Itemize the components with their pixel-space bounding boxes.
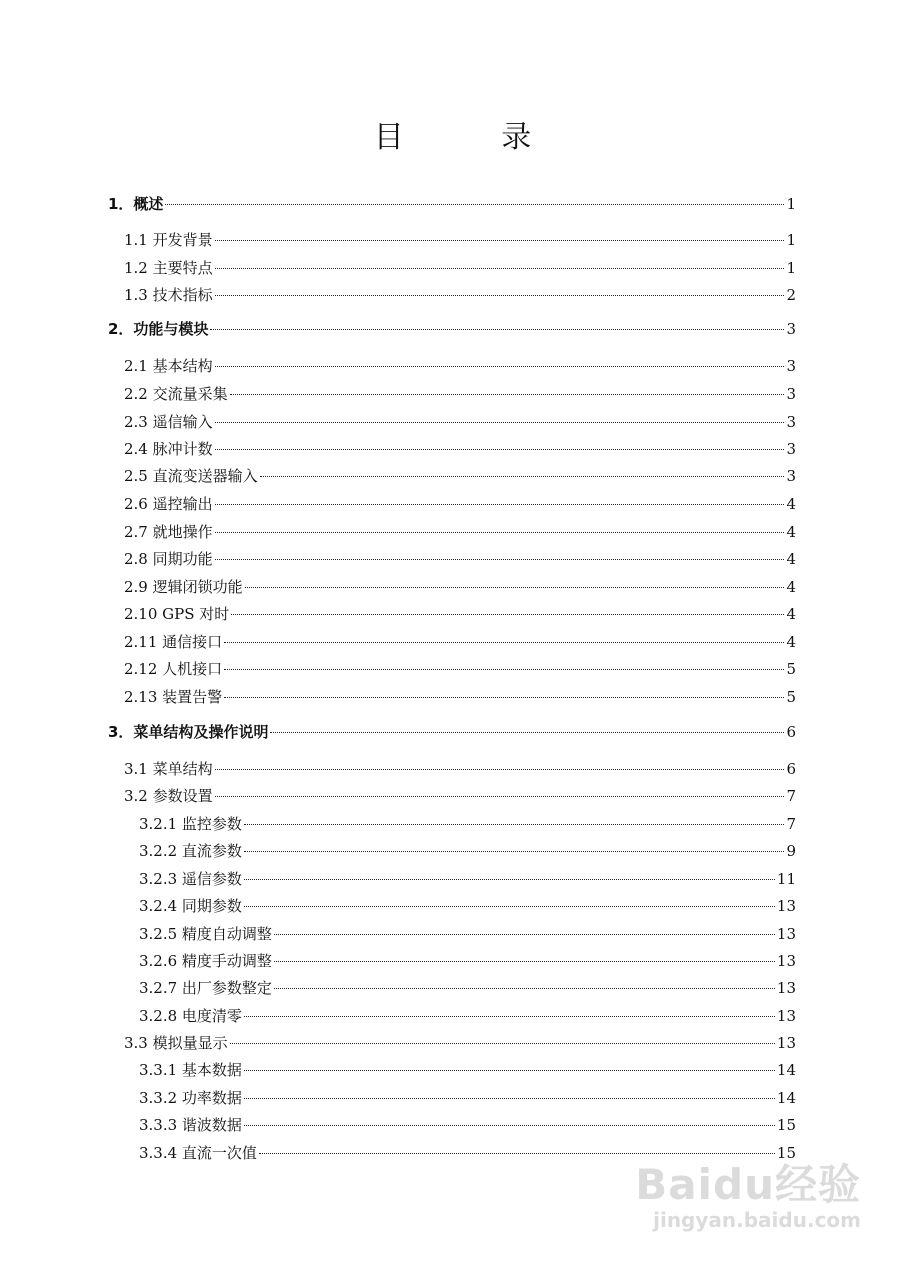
toc-entry-label: 3.2.8 电度清零	[139, 1007, 242, 1025]
toc-entry-level-2[interactable]	[124, 1032, 796, 1054]
toc-page-number: 14	[776, 1089, 796, 1107]
toc-entry-level-3[interactable]	[139, 813, 796, 835]
toc-leader-dots	[215, 769, 785, 770]
toc-page-number: 11	[776, 870, 796, 888]
toc-page-number: 9	[786, 842, 796, 860]
toc-page-number: 4	[786, 495, 796, 513]
toc-entry-level-2[interactable]	[124, 257, 796, 279]
toc-leader-dots	[244, 1070, 775, 1071]
toc-entry-level-3[interactable]	[139, 1114, 796, 1136]
toc-page-number: 4	[786, 605, 796, 623]
toc-leader-dots	[274, 961, 775, 962]
toc-entry-label: 2.10 GPS 对时	[124, 605, 230, 623]
toc-entry-level-3[interactable]	[139, 1087, 796, 1109]
toc-page-number: 3	[786, 320, 796, 338]
toc-leader-dots	[244, 1016, 775, 1017]
toc-entry-level-2[interactable]	[124, 284, 796, 306]
toc-entry-label: 3.2.5 精度自动调整	[139, 925, 272, 943]
toc-leader-dots	[215, 240, 785, 241]
toc-entry-label: 3.3.4 直流一次值	[139, 1144, 257, 1162]
toc-leader-dots	[165, 204, 784, 205]
toc-page-number: 6	[786, 723, 796, 741]
toc-entry-label: 3.3.1 基本数据	[139, 1061, 242, 1079]
toc-entry-label: 3.2 参数设置	[124, 787, 213, 805]
toc-entry-level-2[interactable]	[124, 686, 796, 708]
toc-page-number: 14	[776, 1061, 796, 1079]
toc-entry-level-2[interactable]	[124, 521, 796, 543]
toc-leader-dots	[274, 988, 775, 989]
toc-entry-level-2[interactable]	[124, 576, 796, 598]
toc-leader-dots	[224, 697, 784, 698]
toc-leader-dots	[244, 879, 775, 880]
toc-page-number: 4	[786, 523, 796, 541]
toc-leader-dots	[215, 295, 785, 296]
toc-leader-dots	[224, 669, 784, 670]
toc-page-number: 7	[786, 787, 796, 805]
toc-entry-label: 2.12 人机接口	[124, 660, 223, 678]
toc-leader-dots	[244, 1098, 775, 1099]
toc-entry-level-3[interactable]	[139, 895, 796, 917]
toc-entry-level-3[interactable]	[139, 840, 796, 862]
toc-leader-dots	[215, 268, 785, 269]
toc-entry-level-3[interactable]	[139, 1142, 796, 1164]
toc-entry-label: 1.2 主要特点	[124, 259, 213, 277]
toc-entry-label: 2.4 脉冲计数	[124, 440, 213, 458]
toc-leader-dots	[215, 366, 785, 367]
toc-entry-label: 3.3.3 谐波数据	[139, 1116, 242, 1134]
toc-leader-dots	[210, 329, 784, 330]
toc-entry-label: 2.11 通信接口	[124, 633, 223, 651]
toc-entry-level-2[interactable]	[124, 229, 796, 251]
toc-entry-label: 3.2.3 遥信参数	[139, 870, 242, 888]
toc-leader-dots	[215, 796, 785, 797]
toc-entry-level-2[interactable]	[124, 355, 796, 377]
toc-leader-dots	[270, 732, 784, 733]
toc-entry-level-3[interactable]	[139, 868, 796, 890]
toc-entry-level-2[interactable]	[124, 631, 796, 653]
toc-leader-dots	[244, 851, 785, 852]
toc-entry-label: 2.2 交流量采集	[124, 385, 228, 403]
toc-entry-label: 1.1 开发背景	[124, 231, 213, 249]
toc-page-number: 2	[786, 286, 796, 304]
toc-leader-dots	[215, 532, 785, 533]
toc-entry-level-2[interactable]	[124, 493, 796, 515]
toc-page-number: 6	[786, 760, 796, 778]
toc-entry-level-1[interactable]	[108, 318, 796, 340]
watermark-url: jingyan.baidu.com	[653, 1208, 861, 1232]
toc-page-number: 3	[786, 440, 796, 458]
toc-page-number: 1	[786, 195, 796, 213]
toc-entry-label: 1.3 技术指标	[124, 286, 213, 304]
toc-leader-dots	[274, 934, 775, 935]
toc-page-number: 4	[786, 550, 796, 568]
toc-entry-level-2[interactable]	[124, 758, 796, 780]
watermark-logo: Baidu经验	[635, 1160, 861, 1209]
toc-leader-dots	[230, 1043, 775, 1044]
toc-page-number: 3	[786, 357, 796, 375]
toc-entry-label: 3.3 模拟量显示	[124, 1034, 228, 1052]
toc-page-number: 3	[786, 467, 796, 485]
toc-page-number: 13	[776, 925, 796, 943]
toc-page-number: 13	[776, 1034, 796, 1052]
toc-entry-level-2[interactable]	[124, 411, 796, 433]
toc-entry-label: 3.1 菜单结构	[124, 760, 213, 778]
toc-entry-level-2[interactable]	[124, 383, 796, 405]
toc-leader-dots	[215, 504, 785, 505]
toc-entry-level-2[interactable]	[124, 465, 796, 487]
toc-entry-level-2[interactable]	[124, 603, 796, 625]
toc-leader-dots	[215, 449, 785, 450]
toc-entry-label: 3.3.2 功率数据	[139, 1089, 242, 1107]
toc-entry-level-3[interactable]	[139, 923, 796, 945]
toc-entry-label: 2.3 遥信输入	[124, 413, 213, 431]
toc-leader-dots	[231, 614, 784, 615]
toc-page-number: 3	[786, 413, 796, 431]
toc-entry-label: 2.9 逻辑闭锁功能	[124, 578, 243, 596]
toc-page-number: 7	[786, 815, 796, 833]
toc-entry-label: 3.2.7 出厂参数整定	[139, 979, 272, 997]
toc-entry-level-2[interactable]	[124, 785, 796, 807]
toc-entry-level-3[interactable]	[139, 950, 796, 972]
page-title: 目 录	[373, 120, 576, 155]
toc-entry-label: 3.2.2 直流参数	[139, 842, 242, 860]
toc-entry-level-2[interactable]	[124, 658, 796, 680]
toc-entry-label: 2.8 同期功能	[124, 550, 213, 568]
toc-entry-label: 3.2.6 精度手动调整	[139, 952, 272, 970]
toc-entry-level-3[interactable]	[139, 1005, 796, 1027]
toc-leader-dots	[244, 824, 785, 825]
toc-entry-label: 2.13 装置告警	[124, 688, 223, 706]
toc-entry-label: 2.1 基本结构	[124, 357, 213, 375]
toc-page-number: 13	[776, 979, 796, 997]
toc-entry-level-2[interactable]	[124, 438, 796, 460]
toc-page-number: 4	[786, 578, 796, 596]
toc-entry-label: 3．菜单结构及操作说明	[108, 723, 269, 741]
toc-entry-label: 1．概述	[108, 195, 164, 213]
toc-leader-dots	[260, 476, 785, 477]
toc-page-number: 13	[776, 1007, 796, 1025]
toc-page-number: 13	[776, 897, 796, 915]
toc-entry-label: 2.7 就地操作	[124, 523, 213, 541]
toc-leader-dots	[215, 422, 785, 423]
toc-leader-dots	[259, 1153, 775, 1154]
toc-entry-level-1[interactable]	[108, 721, 796, 743]
toc-leader-dots	[224, 642, 784, 643]
toc-entry-level-3[interactable]	[139, 1059, 796, 1081]
toc-page-number: 5	[786, 688, 796, 706]
toc-leader-dots	[245, 587, 785, 588]
toc-page-number: 1	[786, 259, 796, 277]
toc-entry-level-1[interactable]	[108, 193, 796, 215]
toc-leader-dots	[215, 559, 785, 560]
toc-leader-dots	[244, 906, 775, 907]
toc-entry-label: 2.6 遥控输出	[124, 495, 213, 513]
toc-page-number: 4	[786, 633, 796, 651]
toc-page-number: 15	[776, 1116, 796, 1134]
toc-leader-dots	[244, 1125, 775, 1126]
toc-entry-level-3[interactable]	[139, 977, 796, 999]
toc-entry-label: 2.5 直流变送器输入	[124, 467, 258, 485]
toc-page-number: 5	[786, 660, 796, 678]
toc-page-number: 1	[786, 231, 796, 249]
toc-leader-dots	[230, 394, 785, 395]
toc-page-number: 13	[776, 952, 796, 970]
toc-page-number: 15	[776, 1144, 796, 1162]
toc-page-number: 3	[786, 385, 796, 403]
toc-entry-label: 2．功能与模块	[108, 320, 209, 338]
toc-entry-label: 3.2.4 同期参数	[139, 897, 242, 915]
toc-entry-label: 3.2.1 监控参数	[139, 815, 242, 833]
toc-entry-level-2[interactable]	[124, 548, 796, 570]
